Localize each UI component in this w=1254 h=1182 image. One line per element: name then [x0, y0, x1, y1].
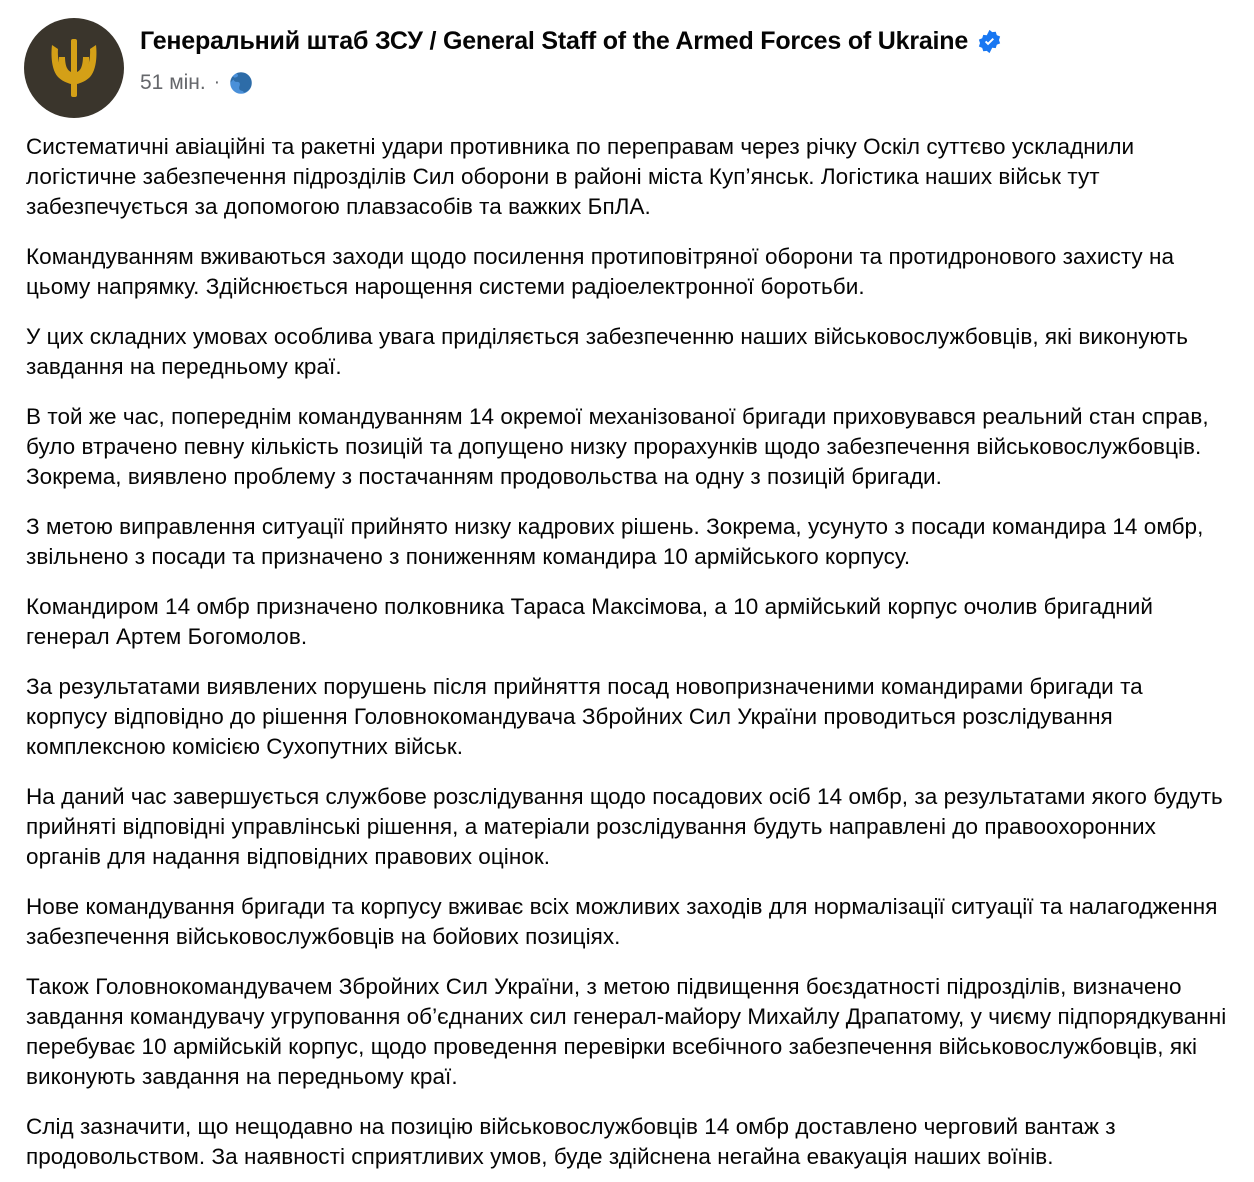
post-paragraph: Командуванням вживаються заходи щодо посилення протиповітряної оборони та протидронового захисту на цьому напрямку. Здійснюється нарощення системи радіоелектронної боротьби.: [26, 244, 1175, 299]
post-paragraph: На даний час завершується службове розслідування щодо посадових осіб 14 омбр, за результатами якого будуть прийняті відповідні управлінські рішення, а матеріали розслідування будуть направлені до правоохоронних органів для надання відповідних правових оцінок.: [26, 784, 1223, 869]
ukraine-trident-emblem-icon: [46, 37, 102, 99]
post-paragraph: З метою виправлення ситуації прийнято низку кадрових рішень. Зокрема, усунуто з посади командира 14 омбр, звільнено з посади та призначено з пониженням командира 10 армійського корпусу.: [26, 514, 1204, 569]
globe-public-icon[interactable]: [228, 70, 254, 96]
verified-badge-icon: [977, 29, 1002, 54]
post-paragraph: За результатами виявлених порушень після прийняття посад новопризначеними командирами бригади та корпусу відповідно до рішення Головнокомандувача Збройних Сил України проводиться розслідування комплексною комісією Сухопутних військ.: [26, 674, 1143, 759]
post-paragraph: Командиром 14 омбр призначено полковника Тараса Максімова, а 10 армійський корпус очолив бригадний генерал Артем Богомолов.: [26, 594, 1153, 649]
post-header: [24, 18, 1230, 118]
post-paragraph: Слід зазначити, що нещодавно на позицію військовослужбовців 14 омбр доставлено черговий вантаж з продовольством. За наявності сприятливих умов, буде здійснена негайна евакуація наших воїнів.: [26, 1114, 1116, 1169]
post-meta: [140, 70, 1002, 96]
avatar[interactable]: [24, 18, 124, 118]
page-title[interactable]: Генеральний штаб ЗСУ / General Staff of the Armed Forces of Ukraine: [140, 27, 969, 55]
post-paragraph: Систематичні авіаційні та ракетні удари противника по переправам через річку Оскіл суттєво ускладнили логістичне забезпечення підрозділів Сил оборони в районі міста Куп’янськ. Логістика наших військ тут забезпечується за допомогою плавзасобів та важких БпЛА.: [26, 134, 1135, 219]
post-body: [24, 132, 1230, 1172]
post-author-block: [140, 18, 1002, 96]
post-paragraph: Нове командування бригади та корпусу вживає всіх можливих заходів для нормалізації ситуації та налагодження забезпечення військовослужбовців на бойових позиціях.: [26, 894, 1218, 949]
post-timestamp[interactable]: 51 мін.: [140, 71, 206, 94]
post-paragraph: У цих складних умовах особлива увага приділяється забезпеченню наших військовослужбовців, які виконують завдання на передньому краї.: [26, 324, 1189, 379]
meta-separator: ·: [213, 72, 221, 93]
post-paragraph: В той же час, попереднім командуванням 14 окремої механізованої бригади приховувався реальний стан справ, було втрачено певну кількість позицій та допущено низку прорахунків щодо забезпечення військовослужбовців. Зокрема, виявлено проблему з постачанням продовольства на одну з позицій бригади.: [26, 404, 1209, 489]
post-paragraph: Також Головнокомандувачем Збройних Сил України, з метою підвищення боєздатності підрозділів, визначено завдання командувачу угруповання об’єднаних сил генерал-майору Михайлу Драпатому, у чиєму підпорядкуванні перебуває 10 армійській корпус, щодо проведення перевірки всебічного забезпечення військовослужбовців, які виконують завдання на передньому краї.: [26, 974, 1227, 1089]
author-row: [140, 26, 1002, 56]
